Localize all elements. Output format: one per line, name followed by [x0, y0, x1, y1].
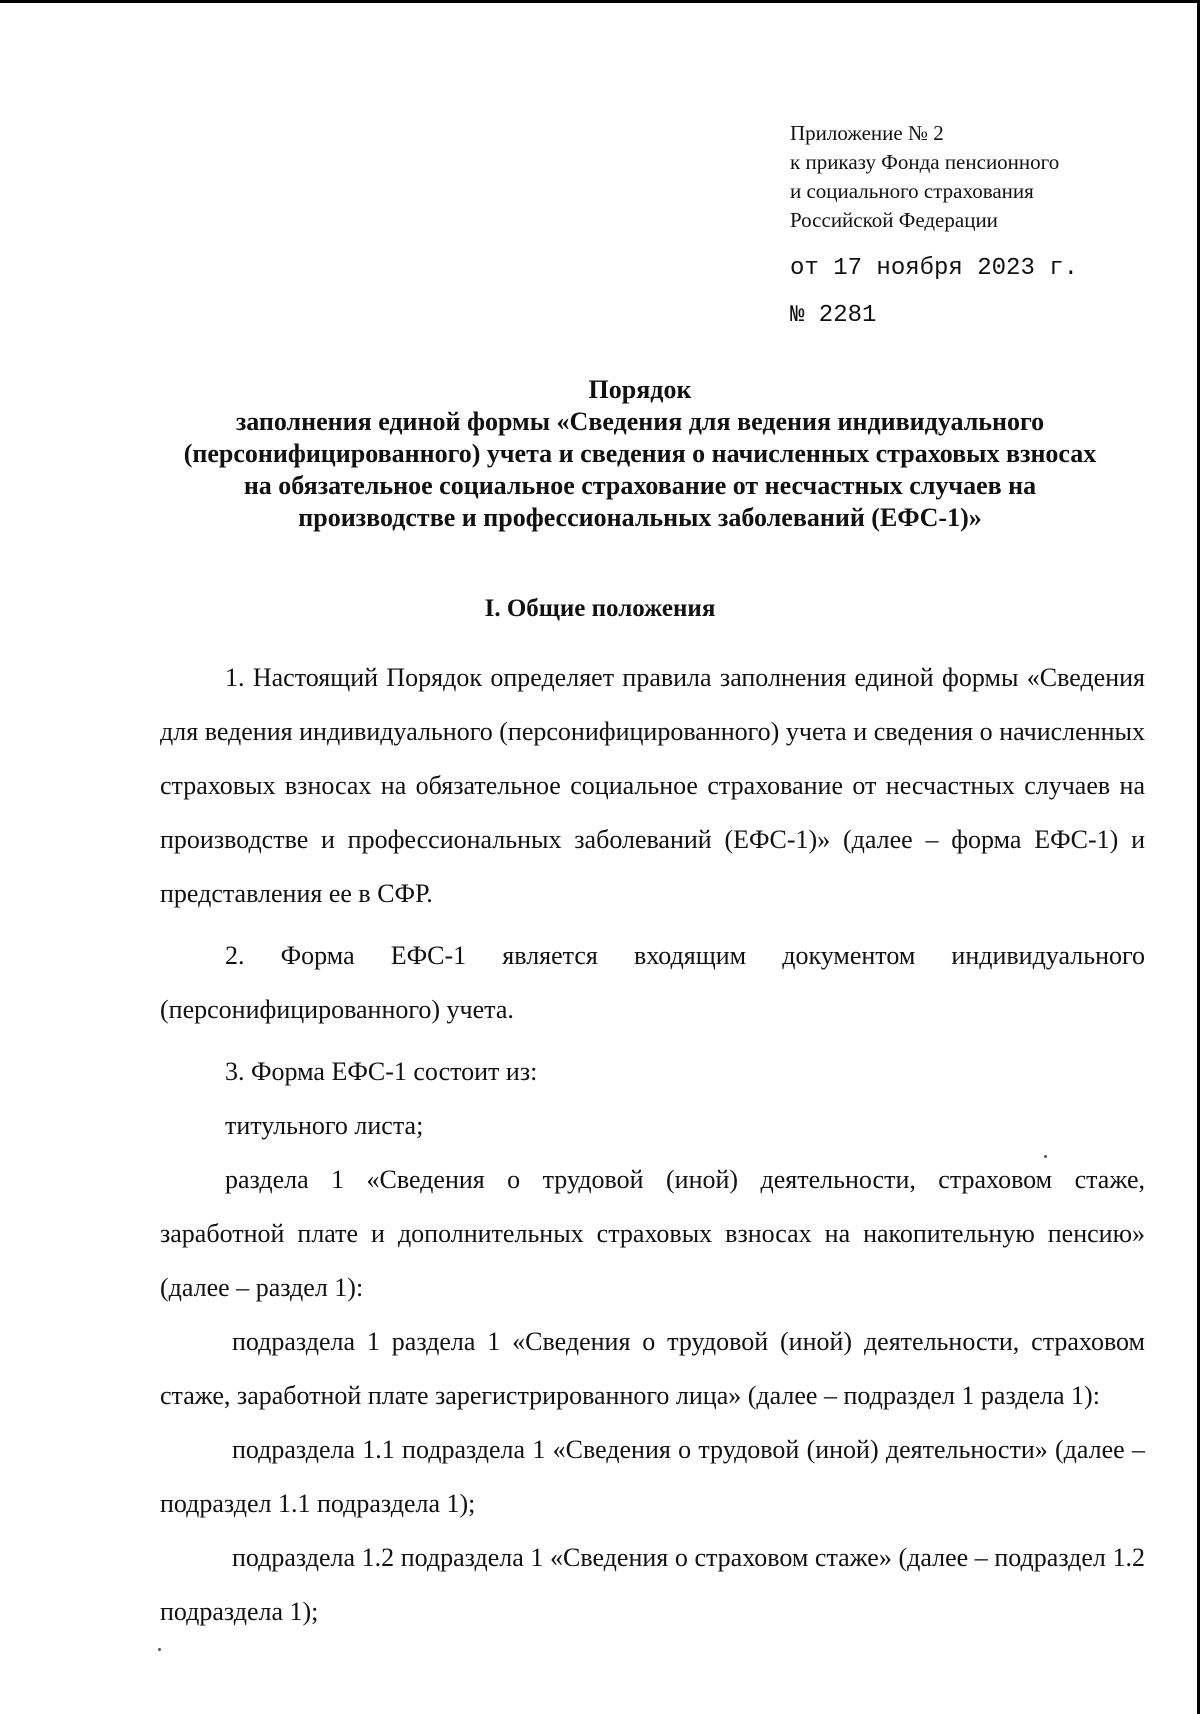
paragraph: подраздела 1.2 подраздела 1 «Сведения о страховом стаже» (далее – подраздел 1.2 подраздела 1); — [160, 1543, 1145, 1626]
document-body — [160, 651, 1145, 1639]
title-line: (персонифицированного) учета и сведения о начисленных страховых взносах — [183, 439, 1097, 468]
appendix-line: Приложение № 2 — [790, 121, 944, 145]
document-title — [130, 374, 1150, 534]
appendix-line: к приказу Фонда пенсионного — [790, 150, 1060, 174]
appendix-line: Российской Федерации — [790, 208, 998, 232]
order-number: № 2281 — [790, 302, 877, 329]
paragraph: 1. Настоящий Порядок определяет правила заполнения единой формы «Сведения для ведения индивидуального (персонифицированного) учета и сведения о начисленных страховых взносах на обязательное социальное страхование от несчастных случаев на производстве и профессиональных заболеваний (ЕФС-1)» (далее – форма ЕФС-1) и представления ее в СФР. — [160, 663, 1145, 908]
appendix-reference — [790, 119, 1059, 235]
paragraph: раздела 1 «Сведения о трудовой (иной) деятельности, страховом стаже, заработной плате и дополнительных страховых взносах на накопительную пенсию» (далее – раздел 1): — [160, 1165, 1145, 1302]
appendix-line: и социального страхования — [790, 179, 1034, 203]
paragraph: титульного листа; — [225, 1111, 424, 1140]
paragraph: подраздела 1 раздела 1 «Сведения о трудовой (иной) деятельности, страховом стаже, заработной плате зарегистрированного лица» (далее – подраздел 1 раздела 1): — [160, 1327, 1145, 1410]
title-line: заполнения единой формы «Сведения для ведения индивидуального — [235, 407, 1045, 436]
title-line: Порядок — [588, 375, 692, 404]
section-heading: I. Общие положения — [484, 595, 716, 622]
paragraph: 2. Форма ЕФС-1 является входящим документом индивидуального (персонифицированного) учета. — [160, 941, 1145, 1024]
order-date: от 17 ноября 2023 г. — [790, 255, 1079, 282]
paragraph: подраздела 1.1 подраздела 1 «Сведения о трудовой (иной) деятельности» (далее – подраздел 1.1 подраздела 1); — [160, 1435, 1145, 1518]
title-line: производстве и профессиональных заболеваний (ЕФС-1)» — [298, 503, 982, 532]
paragraph: 3. Форма ЕФС-1 состоит из: — [225, 1057, 538, 1086]
scan-speck — [158, 1648, 161, 1651]
title-line: на обязательное социальное страхование от несчастных случаев на — [243, 471, 1037, 500]
